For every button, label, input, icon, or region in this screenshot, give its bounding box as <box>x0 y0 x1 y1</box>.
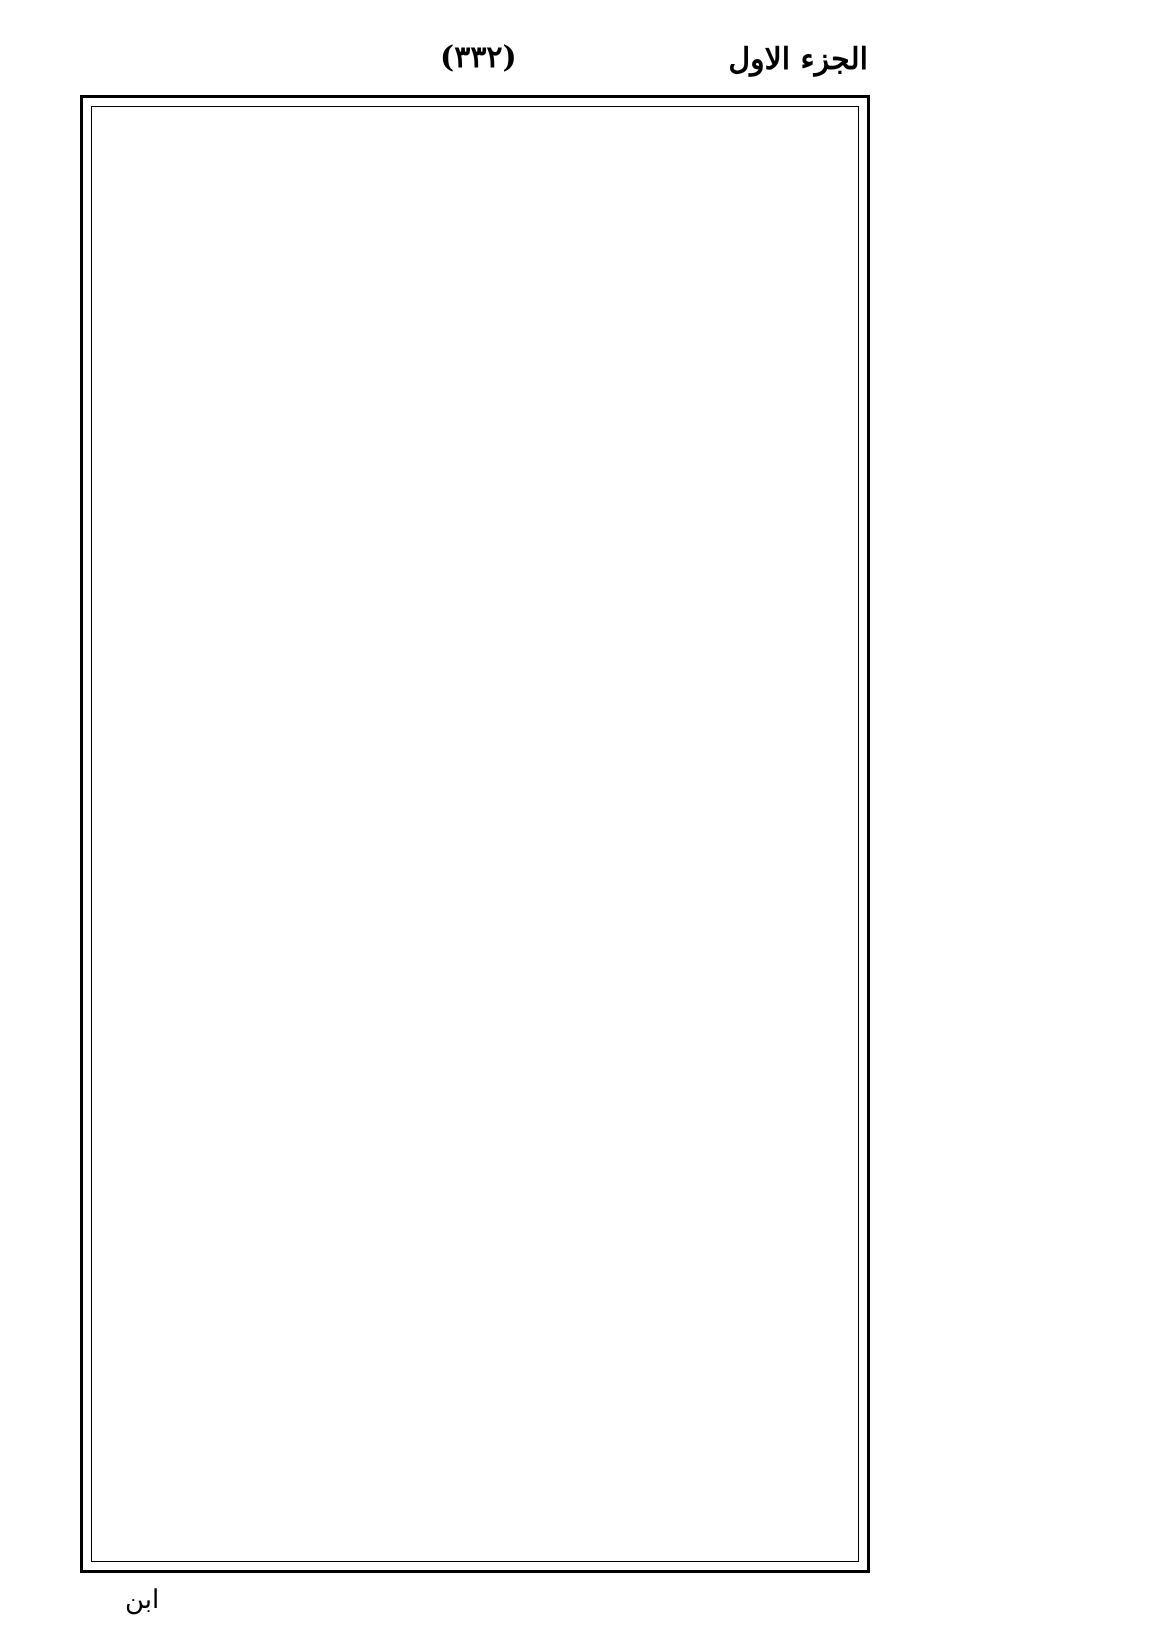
text-frame-inner <box>91 106 859 1562</box>
text-frame <box>80 95 870 1573</box>
catchword: ابن <box>125 1585 160 1615</box>
page-number: (٣٣٢) <box>440 40 517 75</box>
header-title: الجزء الاول <box>728 42 868 77</box>
